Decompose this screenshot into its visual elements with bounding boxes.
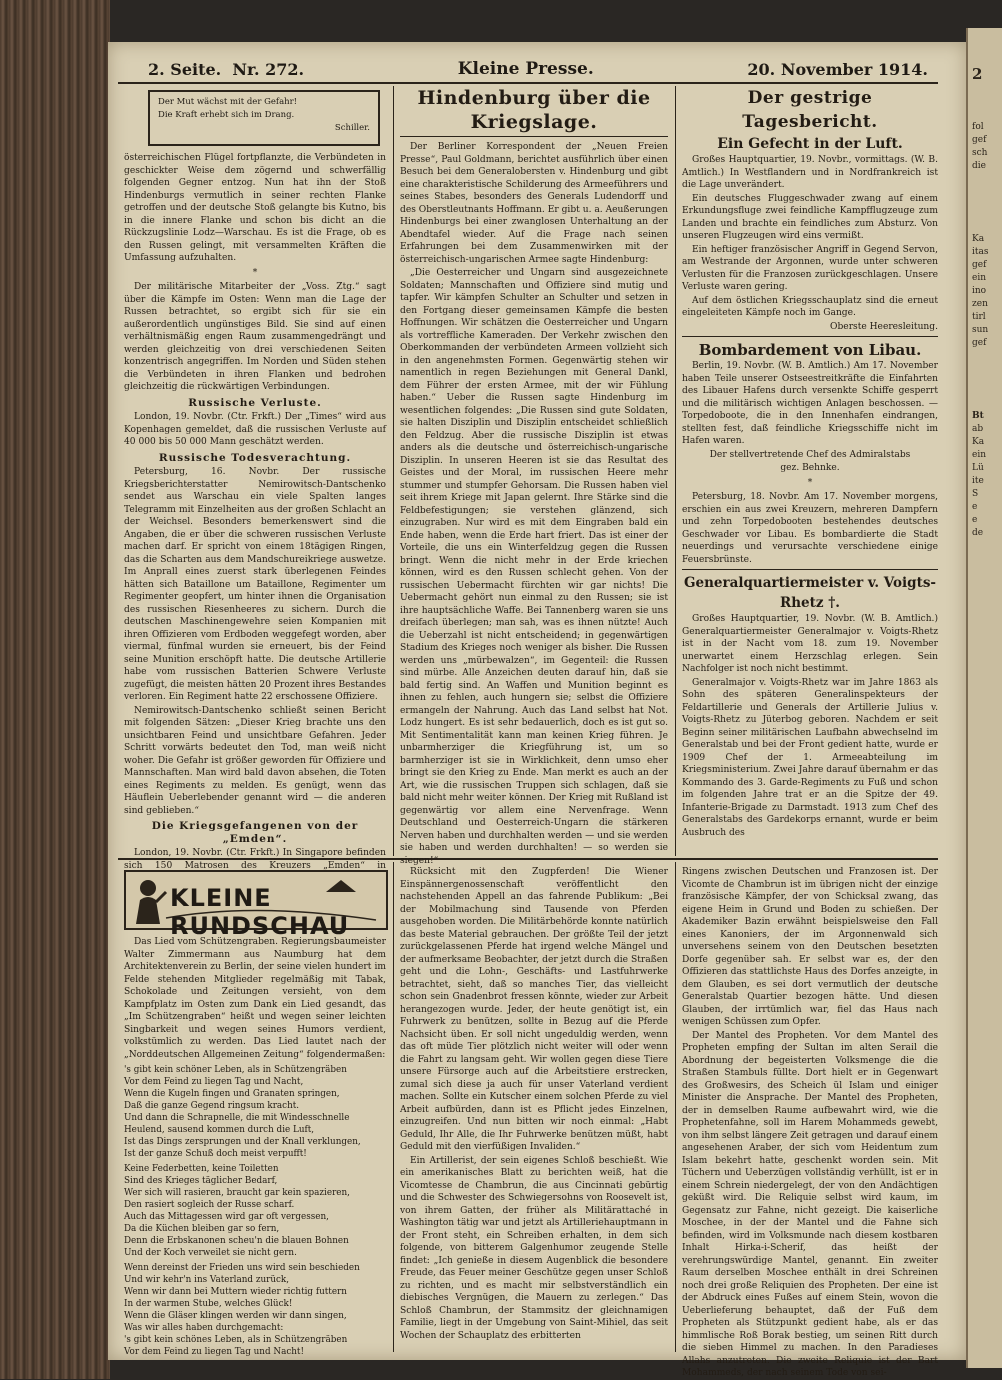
- article-paragraph: Petersburg, 16. Novbr. Der russische Kriegsberichterstatter Nemirowitsch-Dantschenko sendet aus Warschau ein viele Spalten langes Telegramm mit Einzelheiten aus der großen Schlacht an der Weichsel. Besonders bemerkenswert sind die Angaben, die er über die schweren russischen Verluste machen darf. Er spricht von einem 18tägigen Ringen, das die Scharten aus dem Mandschureikriege auswetze. Im Anprall eines zuerst stark überlegenen Feindes hätten sich Bataillone um Bataillone, Regimenter um Regimenter geopfert, um hinter ihnen die Organisation des russischen Riesenheeres zu sichern. Durch die deutschen Maschinengewehre seien Kompanien mit ihren Offizieren vom Erdboden weggefegt worden, aber viermal, fünfmal wurden sie erneuert, bis der Feind seine Munition erschöpft hatte. Die deutsche Artillerie habe vom russischen Batterien Schwere Verluste zugefügt, die meisten hätten 20 Prozent ihres Bestandes verloren. Ein Regiment hatte 22 erschossene Offiziere.: [124, 467, 386, 702]
- column-2: [400, 86, 668, 866]
- subheadline-luftgefecht: Ein Gefecht in der Luft.: [717, 136, 903, 152]
- adjacent-page-fragment-15: Bt: [972, 411, 984, 421]
- article-heading: Russische Todesverachtung.: [158, 451, 352, 464]
- separator-star: *: [807, 477, 813, 488]
- article-paragraph: Petersburg, 18. Novbr. Am 17. November morgens, erschien ein aus zwei Kreuzern, mehreren Dampfern und zehn Torpedobooten bestehendes deutsches Geschwader vor Libau. Es bombardierte die Stadt neuerdings und verursachte verschiedene einige Feuersbrünste.: [682, 492, 938, 565]
- article-paragraph: Auf dem östlichen Kriegsschauplatz sind die erneut eingeleiteten Kämpfe noch im Gange.: [682, 295, 938, 318]
- signature: Der stellvertretende Chef des Admiralstabs: [709, 449, 911, 460]
- column-1: [124, 152, 386, 871]
- adjacent-page-fragment-3: gef: [972, 135, 987, 145]
- motto-line-2: Die Kraft erhebt sich im Drang.: [158, 110, 295, 120]
- adjacent-page-fragment-4: sch: [972, 148, 988, 158]
- poem-verse-1: 's gibt kein schöner Leben, als in Schützengräben Vor dem Feind zu liegen Tag und Nacht, Wenn die Kugeln fingen und Granaten springen, Daß die ganze Gegend ringsum kracht. Und dann die Schrapnelle, die mit Windesschnelle Heulend, sausend kommen durch die Luft, Ist das Dings zersprungen und der Knall verklungen, Ist der ganze Schuß doch meist verpufft!: [124, 1065, 361, 1159]
- adjacent-page-fragment-17: Ka: [972, 437, 985, 447]
- article-paragraph: London, 19. Novbr. (Ctr. Frkft.) Der „Times“ wird aus Kopenhagen gemeldet, daß die russischen Verluste auf 40 000 bis 50 000 Mann geschätzt werden.: [124, 412, 386, 447]
- column-c: [682, 866, 938, 1378]
- article-paragraph: Generalmajor v. Voigts-Rhetz war im Jahre 1863 als Sohn des späteren Generalinspekteurs der Feldartillerie und Generals der Artillerie Julius v. Voigts-Rhetz zu Jüterbog geboren. Nachdem er seit Beginn seiner militärischen Laufbahn abwechselnd im Generalstab und bei der Front gedient hatte, wurde er 1909 Chef der 1. Armeeabteilung im Kriegsministerium. Zwei Jahre darauf übernahm er das Kommando des 3. Garde-Regiments zu Fuß und schon im folgenden Jahre trat er an die Spitze der 49. Infanterie-Brigade zu Darmstadt. 1913 zum Chef des Generalstabs des Gardekorps ernannt, wurde er beim Ausbruch des: [682, 677, 938, 838]
- adjacent-page-fragment-20: ite: [972, 476, 984, 486]
- article-paragraph: Der Mantel des Propheten. Vor dem Mantel des Propheten empfing der Sultan im alten Serail die Abordnung der begeisterten Volksmenge die die Straßen Stambuls füllte. Dort hielt er in Gegenwart des Großwesirs, des Scheich ül Islam und einiger Minister die Ansprache. Der Mantel des Propheten, der in demselben Raume aufbewahrt wird, wie die Prophetenfahne, soll im Harem Mohammeds gewebt, von ihm selbst längere Zeit getragen und darauf einem angesehenen Araber, der sich vom Heidentum zum Islam bekehrt hatte, geschenkt worden sein. Mit Tüchern und Ueberzügen vollständig verhüllt, ist er in einem Schrein niedergelegt, der von den Andächtigen geküßt wird. Die Reliquie selbst wird kaum, im Gegensatz zur Fahne, nicht gezeigt. Die kaiserliche Moschee, in der der Mantel und die Fahne sich befinden, wird im Volksmunde nach diesem kostbaren Inhalt Hirka-i-Scherif, das heißt der verehrungswürdige Mantel, genannt. Ein zweiter Raum derselben Moschee enthält in drei Schreinen noch drei große Reliquien des Propheten. Der eine ist der Abdruck eines Fußes auf einem Stein, wovon die Ueberlieferung behauptet, daß der Fuß dem Propheten als Stützpunkt gedient habe, als er das himmlische Roß Borak bestieg, um seinen Ritt durch die sieben Himmel zu machen. In den Paradieses Allahs anzutreten. Die zweite Reliquie ist der Bart Mohammeds, der nach seinem Tode von sei-: [682, 1030, 938, 1378]
- poem-verse-2: Keine Federbetten, keine Toiletten Sind des Krieges täglicher Bedarf, Wer sich will rasieren, braucht gar kein spazieren, Den rasiert sogleich der Russe scharf. Auch das Mittagessen wird gar oft vergessen, Da die Küchen bleiben gar so fern, Denn die Erbskanonen scheu'n die blauen Bohnen Und der Koch verweilet sie nicht gern.: [124, 1164, 350, 1258]
- adjacent-page-fragment-1: 2: [972, 65, 983, 83]
- column-divider-1: [393, 86, 394, 856]
- column-divider-4: [675, 862, 676, 1352]
- article-paragraph: Ringens zwischen Deutschen und Franzosen ist. Der Vicomte de Chambrun ist im übrigen nicht der einzige französische Kämpfer, der von Schicksal zwang, das eigene Heim in Grund und Boden zu schießen. Der Akademiker Bazin erwähnt beispielsweise den Fall eines Kanoniers, der im Argonnenwald sich unversehens seinem von den Deutschen besetzten Dorfe gegenüber sah. Er selbst war es, der den Offizieren das stattlichste Haus des Dorfes anzeigte, in dem Glauben, es sei dort vermutlich der deutsche Generalstab Quartier bezogen hätte. Und diesen Glauben, der irrtümlich war, fiel das Haus nach wenigen Schüssen zum Opfer.: [682, 867, 938, 1027]
- adjacent-page-fragment-22: e: [972, 502, 978, 512]
- adjacent-page-fragment-19: Lü: [972, 463, 984, 473]
- article-paragraph: Berlin, 19. Novbr. (W. B. Amtlich.) Am 17. November haben Teile unserer Ostseestreitkräfte die Einfahrten des Libauer Hafens durch versenkte Schiffe gesperrt und die militärisch wichtigen Anlagen beschossen. — Torpedoboote, die in den Innenhafen eindrangen, stellten fest, daß feindliche Kriegsschiffe nicht im Hafen waren.: [682, 361, 938, 446]
- article-paragraph: London, 19. Novbr. (Ctr. Frkft.) In Singapore befinden sich 150 Matrosen des Kreuzers „Emden“ in: [124, 848, 386, 871]
- separator-star: *: [252, 267, 258, 278]
- article-paragraph: österreichischen Flügel fortpflanzte, die Verbündeten in geschickter Weise dem zögernd und schwerfällig folgenden Gegner entzog. Nun hat ihn der Stoß Hindenburgs vermutlich in seiner rechten Flanke getroffen und der deutsche Stoß gelangte bis Kutno, bis in die innere Flanke und schon bis dicht an die Rückzugslinie Lodz—Warschau. Es ist die Frage, ob es den Russen gelingt, mit versammelten Kräften die Umfassung aufzuhalten.: [124, 153, 386, 263]
- book-binding: [0, 0, 110, 1379]
- adjacent-page-fragment-16: ab: [972, 424, 984, 434]
- motto-line-1: Der Mut wächst mit der Gefahr!: [158, 97, 298, 107]
- article-heading: Russische Verluste.: [188, 396, 322, 409]
- adjacent-page-fragment-7: itas: [972, 247, 989, 257]
- article-paragraph: Der Berliner Korrespondent der „Neuen Freien Presse“, Paul Goldmann, berichtet ausführlich über einen Besuch bei dem Generalobersten v. Hindenburg und gibt eine charakteristische Schilderung des Armeeführers und seines Stabes, besonders des Generals Ludendorff und des Oberstleutnants Hoffmann. Er gibt u. a. Aeußerungen Hindenburgs bei einer zwanglosen Unterhaltung an der Abendtafel wieder. Auf die Frage nach seinen Erfahrungen bei dem Zusammenwirken mit der österreichisch-ungarischen Armee sagte Hindenburg:: [400, 142, 668, 265]
- adjacent-page-fragment-18: ein: [972, 450, 987, 460]
- adjacent-page-fragment-6: Ka: [972, 234, 985, 244]
- signature: gez. Behnke.: [780, 463, 840, 473]
- article-rule: [682, 569, 938, 570]
- adjacent-page-edge: [966, 28, 1002, 1368]
- column-3: [682, 86, 938, 854]
- newspaper-title: Kleine Presse.: [457, 59, 594, 79]
- headline-hindenburg: Hindenburg über die Kriegslage.: [417, 87, 651, 133]
- article-rule: [682, 336, 938, 337]
- adjacent-page-fragment-13: sun: [972, 325, 989, 335]
- article-paragraph: Ein deutsches Fluggeschwader zwang auf einem Erkundungsfluge zwei feindliche Kampfflugzeuge zum Landen und brachte ein feindliches zum Absturz. Von unseren Flugzeugen wird eins vermißt.: [682, 193, 938, 241]
- adjacent-page-fragment-12: tirl: [972, 312, 986, 322]
- article-paragraph: Großes Hauptquartier, 19. Novbr., vormittags. (W. B. Amtlich.) In Westflandern und in Nordfrankreich ist die Lage unverändert.: [682, 155, 938, 190]
- adjacent-page-fragment-23: e: [972, 515, 978, 525]
- adjacent-page-fragment-5: die: [972, 161, 986, 171]
- column-b: [400, 866, 668, 1346]
- article-paragraph: Ein Artillerist, der sein eigenes Schloß beschießt. Wie ein amerikanisches Blatt zu berichten weiß, hat die Vicomtesse de Chambrun, die aus Cincinnati gebürtig und die Schwester des Schwiegersohns von Roosevelt ist, von ihrem Gatten, der früher als Militärattaché in Washington tätig war und jetzt als Artilleriehauptmann in der Front steht, ein Schreiben erhalten, in dem sich folgende, von bitterem Galgenhumor zeugende Stelle findet: „Ich genieße in diesem Augenblick die besondere Freude, das Feuer meiner Geschütze gegen unser Schloß zu richten, und es macht mir selbstverständlich ein diebisches Vergnügen, die Mauern zu zerlegen.“ Das Schloß Chambrun, der Stammsitz der gleichnamigen Familie, liegt in der Umgebung von Saint-Mihiel, das seit Wochen der Schauplatz des erbitterten: [400, 1155, 668, 1341]
- article-heading: Die Kriegsgefangenen von der „Emden“.: [151, 820, 359, 845]
- adjacent-page-fragment-9: ein: [972, 273, 987, 283]
- adjacent-page-fragment-24: de: [972, 528, 984, 538]
- column-divider-2: [675, 86, 676, 856]
- adjacent-page-fragment-11: zen: [972, 299, 988, 309]
- headline-tagesbericht: Der gestrige Tagesbericht.: [742, 88, 878, 132]
- masthead-rule: [118, 82, 938, 84]
- article-paragraph: „Die Oesterreicher und Ungarn sind ausgezeichnete Soldaten; Mannschaften und Offiziere sind mutig und tapfer. Wir kämpfen Schulter an Schulter und setzen in den Fortgang dieser gemeinsamen Kämpfe die besten Hoffnungen. Wir schätzen die Oesterreicher und Ungarn als vortreffliche Kameraden. Der Verkehr zwischen den Oberkommanden der verbündeten Armeen vollzieht sich in den angenehmsten Formen. Gegenwärtig stehen wir namentlich in regen Beziehungen mit General Dankl, dem Führer der ersten Armee, mit der wir Fühlung haben.“ Ueber die Russen sagte Hindenburg im wesentlichen folgendes: „Die Russen sind gute Soldaten, sie halten Disziplin und Disziplin entscheidet schließlich den Feldzug. Aber die russische Disziplin ist etwas anders als die deutsche und österreichisch-ungarische Disziplin. In unseren Heeren ist sie das Resultat des Geistes und der Moral, im russischen Heere mehr stummer und stumpfer Gehorsam. Die Russen haben viel seit ihrem Kriege mit Japan gelernt. Ihre Stärke sind die Feldbefestigungen; sie verstehen glänzend, sich einzugraben. Nur wird es mit dem Eingraben bald ein Ende haben, wenn die Erde hart friert. Das ist einer der Vorteile, die uns ein Winterfeldzug gegen die Russen bringt. Wenn die nicht mehr in der Erde kriechen können, wird es den Russen schlecht gehen. Von der russischen Uebermacht fürchten wir gar nichts! Die Uebermacht gehört nun einmal zu den Russen; sie ist ihre hauptsächliche Waffe. Bei Tannenberg waren sie uns dreifach überlegen; man sah, was es ihnen nützte! Auch die Ueberzahl ist nicht entscheidend; in gegenwärtigen Stadium des Krieges noch weniger als bisher. Die Russen werden uns „mürbewalzen“, im Gegenteil: die Russen sind mürbe. Alle Anzeichen deuten darauf hin, daß sie bald fertig sind. An Waffen und Munition beginnt es ihnen zu fehlen, auch hungern sie; selbst die Offiziere ermangeln der Nahrung. Auch das Land selbst hat Not. Lodz hungert. Es ist sehr bedauerlich, doch es ist gut so. Mit Sentimentalität kann man keinen Krieg führen. Je unbarmherziger die Kriegführung ist, um so barmherziger ist sie in Wirklichkeit, denn umso eher bringt sie den Krieg zu Ende. Man merkt es auch an der Art, wie die russischen Truppen sich schlagen, daß sie bald nicht mehr weiter können. Der Krieg mit Rußland ist gegenwärtig vor allem eine Nervenfrage. Wenn Deutschland und Oesterreich-Ungarn die stärkeren Nerven haben und durchhalten werden — und sie werden sie haben und werden durchhalten! — so werden sie siegen!“: [400, 268, 668, 866]
- headline-libau: Bombardement von Libau.: [698, 341, 922, 359]
- adjacent-page-fragment-21: S: [972, 489, 979, 499]
- banner-title: KLEINE RUNDSCHAU: [170, 884, 350, 940]
- motto-author: Schiller.: [334, 123, 370, 133]
- poem-verse-3: Wenn dereinst der Frieden uns wird sein beschieden Und wir kehr'n ins Vaterland zurück, Wenn wir dann bei Muttern wieder richtig futtern In der warmen Stube, welches Glück! Wenn die Gläser klingen werden wir dann singen, Was wir alles haben durchgemacht: 's gibt kein schönes Leben, als in Schützengräben Vor dem Feind zu liegen Tag und Nacht!: [124, 1263, 360, 1357]
- masthead: [148, 58, 928, 80]
- column-divider-3: [393, 862, 394, 1352]
- kleine-rundschau-banner: [124, 870, 388, 940]
- adjacent-page-fragment-2: fol: [972, 122, 984, 132]
- article-paragraph: Nemirowitsch-Dantschenko schließt seinen Bericht mit folgenden Sätzen: „Dieser Krieg brachte uns den unsichtbaren Feind und unsichtbare Gefahren. Jeder Schritt vorwärts bedeutet den Tod, man weiß nicht woher. Die Gefahr ist größer geworden für Offiziere und Mannschaften. Man wird bald davon absehen, die Toten eines Regiments zu melden. Es genügt, wenn das Häuflein Ueberlebender genannt wird — die anderen sind geblieben.“: [124, 705, 386, 816]
- motto-box: [148, 90, 380, 146]
- headline-voigts-rhetz: Generalquartiermeister v. Voigts-Rhetz †.: [683, 575, 937, 611]
- issue-date: 20. November 1914.: [747, 59, 928, 79]
- adjacent-page-fragment-14: gef: [972, 338, 987, 348]
- article-paragraph: Rücksicht mit den Zugpferden! Die Wiener Einspännergenossenschaft veröffentlicht den nachstehenden Appell an das fahrende Publikum: „Bei der Mobilmachung sind Tausende von Pferden ausgehoben worden. Die Militärbehörde konnte natürlich das beste Material gebrauchen. Der größte Teil der jetzt zurückgelassenen Pferde hat irgend welche Mängel und der aufmerksame Beobachter, der jetzt durch die Straßen geht und die Lohn-, Geschäfts- und Lastfuhrwerke betrachtet, sieht, daß so manches Tier, das vielleicht schon sein Gnadenbrot fressen könnte, wieder zur Arbeit herangezogen wurde. Jeder, der heute genötigt ist, ein Fuhrwerk zu benützen, sollte in Bezug auf die Pferde Nachsicht üben. Er soll nicht ungeduldig werden, wenn das oft müde Tier plötzlich nicht weiter will oder wenn die Fahrt zu langsam geht. Wir wollen gegen diese Tiere unsere Fürsorge auch auf die Arbeitstiere erstrecken, zumal sich diese ja auch für unser Vaterland verdient machen. Sollte ein Kutscher einem solchen Pferde zu viel Arbeit aufbürden, dann ist es Pflicht jedes Einzelnen, einzugreifen. Und nun bitten wir noch einmal: „Habt Geduld, Ihr Alle, die Ihr Fuhrwerke benützen müßt, habt Geduld mit den vierfüßigen Invaliden.“: [400, 867, 668, 1152]
- headline-underline: [400, 136, 668, 137]
- adjacent-page-fragment-8: gef: [972, 260, 987, 270]
- column-a: [124, 936, 386, 1357]
- article-paragraph: Ein heftiger französischer Angriff in Gegend Servon, am Westrande der Argonnen, wurde unter schweren Verlusten für die Franzosen zurückgeschlagen. Unsere Verluste waren gering.: [682, 244, 938, 292]
- article-paragraph: Großes Hauptquartier, 19. Novbr. (W. B. Amtlich.) Generalquartiermeister Generalmajor v. Voigts-Rhetz ist in der Nacht vom 18. zum 19. November unerwartet einem Herzschlag erlegen. Sein Nachfolger ist noch nicht bestimmt.: [682, 614, 938, 674]
- adjacent-page-fragment-10: ino: [972, 286, 987, 296]
- article-paragraph: Der militärische Mitarbeiter der „Voss. Ztg.“ sagt über die Kämpfe im Osten: Wenn man die Lage der Russen betrachtet, so ergibt sich für sie ein außerordentlich ungünstiges Bild. Sie sind auf einen verhältnismäßig engen Raum zusammengedrängt und werden gleichzeitig von drei verschiedenen Seiten konzentrisch angegriffen. Im Norden und Süden stehen die Verbündeten in ihren Flanken und bedrohen gleichzeitig die rückwärtigen Verbindungen.: [124, 282, 386, 392]
- signature: Oberste Heeresleitung.: [830, 321, 938, 332]
- page-number: 2. Seite. Nr. 272.: [148, 59, 305, 79]
- article-paragraph: Das Lied vom Schützengraben. Regierungsbaumeister Walter Zimmermann aus Naumburg hat dem Architektenverein zu Berlin, der seine vielen hundert im Felde stehenden Mitglieder regelmäßig mit Tabak, Schokolade und Zeitungen versieht, von dem Kampfplatz im Osten zum Dank ein Lied gesandt, das „Im Schützengraben“ heißt und wegen seiner leichten Singbarkeit und wegen seines Humors verdient, volkstümlich zu werden. Das Lied lautet nach der „Norddeutschen Allgemeinen Zeitung“ folgendermaßen:: [124, 937, 386, 1060]
